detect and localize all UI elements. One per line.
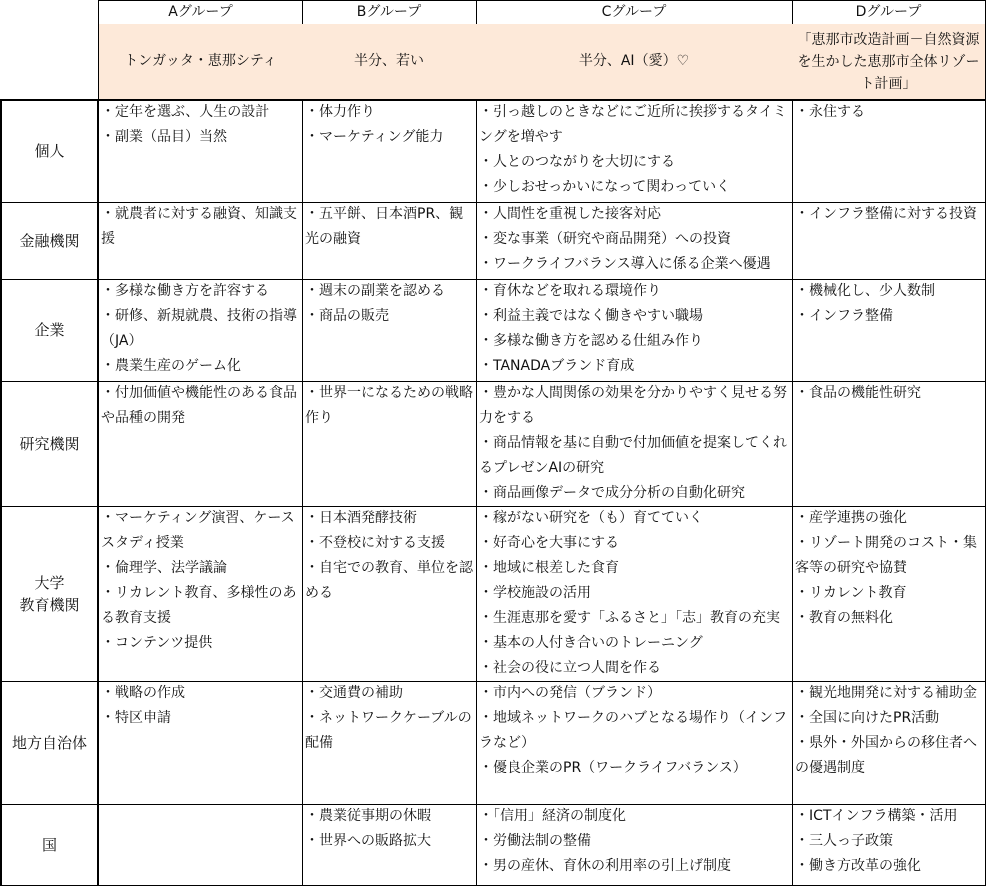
list-item: ・リカレント教育 xyxy=(795,585,907,601)
list-item: ・ワークライフバランス導入に係る企業へ優遇 xyxy=(479,256,771,272)
list-item: ・労働法制の整備 xyxy=(479,833,591,849)
table-cell xyxy=(98,100,303,203)
list-item: ・マーケティング能力 xyxy=(305,129,444,145)
list-item: ・商品の販売 xyxy=(305,308,389,324)
table-cell xyxy=(792,279,986,382)
list-item: ・人とのつながりを大切にする xyxy=(479,154,675,170)
table-cell xyxy=(476,202,793,280)
table-cell xyxy=(302,381,477,507)
list-item: ・利益主義ではなく働きやすい職場 xyxy=(479,308,703,324)
list-item: ・全国に向けたPR活動 xyxy=(795,710,940,726)
group-name xyxy=(98,24,303,101)
list-item: ・県外・外国からの移住者への優遇制度 xyxy=(795,735,977,776)
list-item: ・世界への販路拡大 xyxy=(305,833,431,849)
list-item: ・五平餅、日本酒PR、観光の融資 xyxy=(305,206,464,247)
list-item: ・副業（品目）当然 xyxy=(101,129,227,145)
list-item: ・交通費の補助 xyxy=(305,685,403,701)
table-cell xyxy=(476,804,793,886)
group-name-text: トンガッタ・恵那シティ xyxy=(124,53,277,69)
row-label-text: 金融機関 xyxy=(19,231,80,250)
row-label xyxy=(0,279,99,382)
list-item: ・リカレント教育、多様性のある教育支援 xyxy=(101,585,297,626)
list-item: ・優良企業のPR（ワークライフバランス） xyxy=(479,760,747,776)
table-cell xyxy=(792,681,986,805)
list-item: ・商品画像データで成分分析の自動化研究 xyxy=(479,485,745,501)
list-item: ・農業生産のゲーム化 xyxy=(101,358,241,374)
row-label xyxy=(0,202,99,280)
list-item: ・定年を選ぶ、人生の設計 xyxy=(101,104,270,120)
row-label xyxy=(0,506,99,682)
row-label xyxy=(0,381,99,507)
list-item: ・基本の人付き合いのトレーニング xyxy=(479,635,703,651)
group-name-text: 半分、AI（愛）♡ xyxy=(578,53,690,69)
row-label xyxy=(0,100,99,203)
list-item: ・多様な働き方を認める仕組み作り xyxy=(479,333,703,349)
table-cell xyxy=(302,100,477,203)
list-item: ・ICTインフラ構築・活用 xyxy=(795,808,958,824)
table-cell xyxy=(792,381,986,507)
group-name-text: 「恵那市改造計画－自然資源を生かした恵那市全体リゾート計画」 xyxy=(797,31,980,92)
row-label-text: 企業 xyxy=(34,321,65,339)
list-item: ・男の産休、育休の利用率の引上げ制度 xyxy=(479,858,731,874)
group-header: Dグループ xyxy=(792,0,986,25)
table-cell xyxy=(476,506,793,682)
row-label-text: 個人 xyxy=(34,142,65,160)
table-corner xyxy=(0,0,99,101)
table-cell xyxy=(792,202,986,280)
list-item: ・産学連携の強化 xyxy=(795,510,907,526)
list-item: ・生涯恵那を愛す「ふるさと」「志」教育の充実 xyxy=(479,610,780,626)
list-item: ・体力作り xyxy=(305,104,375,120)
list-item: ・マーケティング演習、ケーススタディ授業 xyxy=(101,510,295,551)
list-item: ・戦略の作成 xyxy=(101,685,185,701)
group-header: Cグループ xyxy=(476,0,793,25)
table-cell xyxy=(302,804,477,886)
list-item: ・研修、新規就農、技術の指導（JA） xyxy=(101,308,297,349)
table-cell xyxy=(476,100,793,203)
list-item: ・農業従事期の休暇 xyxy=(305,808,431,824)
list-item: ・インフラ整備に対する投資 xyxy=(795,206,977,222)
list-item: ・ネットワークケーブルの配備 xyxy=(305,710,472,751)
group-name xyxy=(302,24,477,101)
list-item: ・世界一になるための戦略作り xyxy=(305,385,473,426)
group-header: Bグループ xyxy=(302,0,477,25)
list-item: ・永住する xyxy=(795,104,865,120)
list-item: ・日本酒発酵技術 xyxy=(305,510,417,526)
list-item: ・倫理学、法学議論 xyxy=(101,560,227,576)
list-item: ・引っ越しのときなどにご近所に挨拶するタイミングを増やす xyxy=(479,104,787,145)
row-label-text: 国 xyxy=(41,835,57,854)
list-item: ・教育の無料化 xyxy=(795,610,893,626)
list-item: ・食品の機能性研究 xyxy=(795,385,921,401)
list-item: ・特区申請 xyxy=(101,710,171,726)
row-label-text: 研究機関 xyxy=(19,434,80,453)
table-cell xyxy=(792,100,986,203)
list-item: ・地域に根差した食育 xyxy=(479,560,619,576)
table-cell xyxy=(98,381,303,507)
list-item: ・働き方改革の強化 xyxy=(795,858,921,874)
table-cell xyxy=(302,681,477,805)
list-item: ・好奇心を大事にする xyxy=(479,535,619,551)
list-item: ・地域ネットワークのハブとなる場作り（インフラなど） xyxy=(479,710,787,751)
table-cell xyxy=(302,506,477,682)
table-cell xyxy=(98,506,303,682)
row-label-text: 大学 教育機関 xyxy=(19,573,80,614)
list-item: ・変な事業（研究や商品開発）への投資 xyxy=(479,231,731,247)
list-item: ・週末の副業を認める xyxy=(305,283,445,299)
list-item: ・少しおせっかいになって関わっていく xyxy=(479,179,731,195)
group-name-text: 半分、若い xyxy=(354,53,424,69)
list-item: ・多様な働き方を許容する xyxy=(101,283,269,299)
list-item: ・豊かな人間関係の効果を分かりやすく見せる努力をする xyxy=(479,385,787,426)
table-cell xyxy=(476,381,793,507)
table-cell xyxy=(98,202,303,280)
list-item: ・育休などを取れる環境作り xyxy=(479,283,661,299)
list-item: ・インフラ整備 xyxy=(795,308,893,324)
list-item: ・リゾート開発のコスト・集客等の研究や協賛 xyxy=(795,535,977,576)
group-header: Aグループ xyxy=(98,0,303,25)
table-cell xyxy=(98,279,303,382)
list-item: ・観光地開発に対する補助金 xyxy=(795,685,977,701)
list-item: ・機械化し、少人数制 xyxy=(795,283,935,299)
list-item: ・人間性を重視した接客対応 xyxy=(479,206,661,222)
list-item: ・付加価値や機能性のある食品や品種の開発 xyxy=(101,385,297,426)
list-item: ・自宅での教育、単位を認める xyxy=(305,560,473,601)
list-item: ・コンテンツ提供 xyxy=(101,635,213,651)
table-cell xyxy=(98,804,303,886)
list-item: ・「信用」経済の制度化 xyxy=(479,808,626,824)
row-label xyxy=(0,681,99,805)
list-item: ・三人っ子政策 xyxy=(795,833,893,849)
list-item: ・市内への発信（ブランド） xyxy=(479,685,661,701)
list-item: ・商品情報を基に自動で付加価値を提案してくれるプレゼンAIの研究 xyxy=(479,435,787,476)
group-name xyxy=(476,24,793,101)
table-cell xyxy=(98,681,303,805)
list-item: ・社会の役に立つ人間を作る xyxy=(479,660,661,676)
table-cell xyxy=(792,804,986,886)
row-label xyxy=(0,804,99,886)
list-item: ・不登校に対する支援 xyxy=(305,535,445,551)
list-item: ・稼がない研究を（も）育てていく xyxy=(479,510,703,526)
table-cell xyxy=(792,506,986,682)
table-cell xyxy=(476,681,793,805)
table-cell xyxy=(302,279,477,382)
list-item: ・学校施設の活用 xyxy=(479,585,591,601)
group-name xyxy=(792,24,986,101)
list-item: ・就農者に対する融資、知識支援 xyxy=(101,206,297,247)
row-label-text: 地方自治体 xyxy=(11,733,87,752)
table-cell xyxy=(476,279,793,382)
table-cell xyxy=(302,202,477,280)
list-item: ・TANADAブランド育成 xyxy=(479,358,635,374)
